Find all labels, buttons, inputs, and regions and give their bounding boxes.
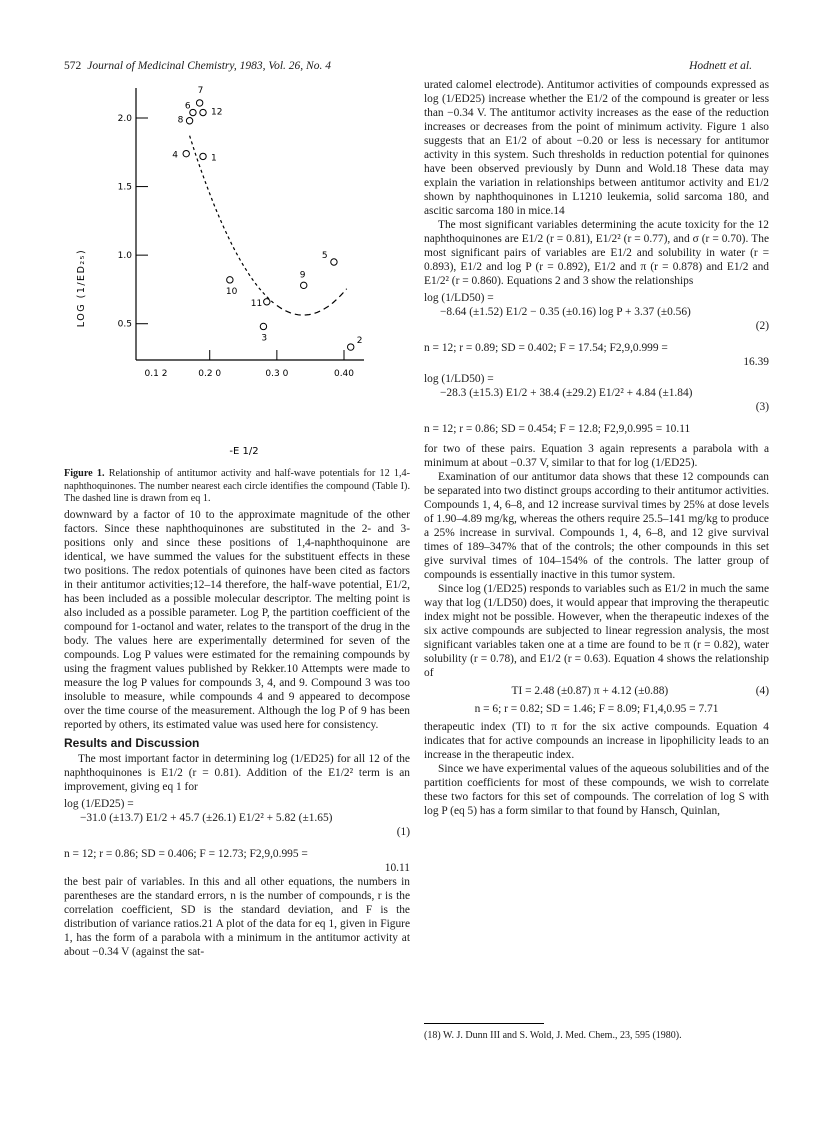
- paragraph: The most important factor in determining log (1/ED25) for all 12 of the naphthoquinones is E1/2 (r = 0.81). Addition of the E1/2² term is an improvement, giving eq 1 for: [64, 753, 410, 793]
- data-point: [331, 259, 337, 265]
- data-point-label: 3: [261, 333, 268, 344]
- equation-rhs: −8.64 (±1.52) E1/2 − 0.35 (±0.16) log P + 3.37 (±0.56): [440, 306, 691, 318]
- caption-label: Figure 1.: [64, 468, 105, 479]
- equation-stats-value: 16.39: [743, 356, 769, 368]
- data-point: [190, 109, 196, 115]
- x-axis-label: -E 1/2: [229, 446, 259, 457]
- data-point: [301, 282, 307, 288]
- equation-4: [424, 684, 769, 698]
- paragraph: Since log (1/ED25) responds to variables such as E1/2 in much the same way that log (1/LD50) does, it would appear that improving the therapeutic index might not be possible. However, when the therapeutic indexes of the six active compounds are subjected to linear regression analysis, the most significant variables taken one at a time are found to be π (r = 0.82), water solubility (r = 0.78), and E1/2 (r = 0.63). Equation 4 shows the relationship of: [424, 583, 769, 679]
- data-point-label: 6: [184, 101, 191, 112]
- equation-rhs: −28.3 (±15.3) E1/2 + 38.4 (±29.2) E1/2² + 4.84 (±1.84): [440, 387, 693, 399]
- running-authors: Hodnett et al.: [689, 60, 752, 72]
- equation-stats: n = 12; r = 0.86; SD = 0.406; F = 12.73; F2,9,0.995 =: [64, 848, 308, 860]
- y-tick-label: 1.5: [117, 182, 132, 193]
- paragraph: Examination of our antitumor data shows that these 12 compounds can be separated into two distinct groups according to their antitumor activities. Compounds 1, 4, 6–8, and 12 increase survival times by 25% at dose levels of 1.90–4.89 mg/kg, whereas the others require 25.5–141 mg/kg to produce a 25% increase in survival. Compounds 1, 4, 6–8, and 12 give survival times of 189–347% that of the controls; the other compounds in this set give survival times of 104–154% of the controls. The latter group of compounds is essentially inactive in this tumor system.: [424, 471, 769, 581]
- data-point: [260, 323, 266, 329]
- y-tick-label: 2.0: [117, 114, 132, 124]
- data-point: [196, 100, 202, 106]
- journal-name: Journal of Medicinal Chemistry, 1983, Vol. 26, No. 4: [87, 60, 331, 72]
- footnote: (18) W. J. Dunn III and S. Wold, J. Med. Chem., 23, 595 (1980).: [424, 1030, 682, 1041]
- right-column: [424, 78, 769, 818]
- y-axis-label: LOG (1/ED₂₅): [76, 248, 87, 328]
- x-tick-label: 0.1 2: [144, 369, 168, 379]
- data-point-label: 4: [172, 150, 178, 161]
- x-tick-label: 0.40: [333, 369, 355, 379]
- data-point: [200, 153, 206, 159]
- x-tick-label: 0.3 0: [265, 369, 289, 379]
- data-point: [183, 150, 189, 156]
- left-column: [64, 508, 410, 959]
- equation-stats-value: 10.11: [384, 862, 410, 874]
- data-point-label: 10: [225, 286, 238, 297]
- equation-number: (1): [396, 826, 410, 838]
- equation-lhs: log (1/LD50) =: [424, 292, 494, 304]
- data-point: [264, 299, 270, 305]
- paragraph: therapeutic index (TI) to π for the six active compounds. Equation 4 indicates that for active compounds an increase in lipophilicity leads to an increase in the therapeutic index.: [424, 721, 769, 761]
- section-heading: Results and Discussion: [64, 736, 200, 750]
- paragraph: urated calomel electrode). Antitumor activities of compounds expressed as log (1/ED25) increase whether the E1/2 of the compound is greater or less than −0.34 V. The antitumor activity increases as the ease of the reduction increases or decreases from the point of minimum activity. Figure 1 also suggests that an E1/2 of about −0.20 or less is necessary for antitumor activity in this system. Such thresholds in reduction potential for quinones have been observed previously by Dunn and Wold.18 These data may explain the variation in relationships between antitumor activity and E1/2 shown by naphthoquinones in L1210 leukemia, solid sarcoma 180, and ascitic sarcoma 180 in mice.14: [424, 79, 769, 217]
- x-tick-label: 0.2 0: [198, 369, 222, 379]
- data-point-label: 9: [299, 270, 306, 281]
- scatter-chart: [64, 78, 410, 468]
- equation-stats: n = 12; r = 0.86; SD = 0.454; F = 12.8; F2,9,0.995 = 10.11: [424, 423, 691, 435]
- equation-number: (4): [755, 685, 769, 697]
- data-point: [186, 118, 192, 124]
- equation-number: (3): [755, 401, 769, 413]
- data-point-label: 7: [197, 85, 204, 96]
- paragraph: for two of these pairs. Equation 3 again represents a parabola with a minimum at about −0.37 V, similar to that for log (1/ED25).: [424, 443, 769, 469]
- chart-axes: [117, 85, 364, 379]
- data-point-label: 2: [356, 336, 363, 347]
- equation-lhs: log (1/ED25) =: [64, 798, 134, 810]
- journal-citation: [64, 60, 331, 72]
- y-tick-label: 1.0: [117, 251, 132, 262]
- page-header: [64, 60, 752, 80]
- data-points: [172, 86, 362, 350]
- equation-lhs: log (1/LD50) =: [424, 373, 494, 385]
- data-point: [227, 277, 233, 283]
- equation-body: TI = 2.48 (±0.87) π + 4.12 (±0.88): [511, 685, 669, 697]
- data-point-label: 1: [211, 153, 217, 164]
- equation-rhs: −31.0 (±13.7) E1/2 + 45.7 (±26.1) E1/2² + 5.82 (±1.65): [80, 812, 333, 824]
- paragraph: Since we have experimental values of the aqueous solubilities and of the partition coefficients for most of these compounds, we wish to correlate these two factors for this set of compounds. The correlation of log S with log P (eq 5) has a form similar to that found by Hansch, Quinlan,: [424, 763, 769, 817]
- equation-number: (2): [755, 320, 769, 332]
- paragraph: the best pair of variables. In this and all other equations, the numbers in parentheses are the standard errors, n is the number of compounds, r is the correlation coefficient, SD is the standard deviation, and F is the distribution of variance ratios.21 A plot of the data for eq 1, given in Figure 1, has the form of a parabola with a minimum in the antitumor activity at about −0.34 V (against the sat-: [64, 876, 410, 958]
- data-point-label: 12: [211, 107, 223, 118]
- data-point: [348, 344, 354, 350]
- figure-1: [64, 78, 410, 468]
- fit-curve-right: [277, 289, 347, 315]
- paragraph: downward by a factor of 10 to the approximate magnitude of the other factors. Since these naphthoquinones are substituted in the 2- and 3-positions only and since these positions of 1,4-naphthoquinone are identical, we have summed the values for the substituent effects in these two positions. The redox potentials of quinones have been cited as factors in their antitumor activities;12–14 therefore, the half-wave potential, E1/2, has been included as a possible molecular descriptor. The melting point is also included as a possible parameter. Log P, the partition coefficient of the compound for 1-octanol and water, relates to the transport of the drug in the body. The values here are experimentally determined for seven of the compounds. Log P values were estimated for the remaining compounds by using the fragment values published by Rekker.10 Attempts were made to measure the log P values for compounds 3, 4, and 9. Compound 3 was too insoluble to measure, while compounds 4 and 9 appeared to decompose over the time course of the measurement. Although the log P of 9 has been reported by others, its estimated value was used here for consistency.: [64, 509, 410, 731]
- figure-caption: [64, 468, 410, 506]
- data-point-label: 11: [250, 298, 263, 309]
- page-number: 572: [64, 60, 82, 72]
- data-point-label: 5: [321, 251, 328, 261]
- equation-stats: n = 12; r = 0.89; SD = 0.402; F = 17.54; F2,9,0.999 =: [424, 342, 668, 354]
- paragraph: The most significant variables determining the acute toxicity for the 12 naphthoquinones are E1/2 (r = 0.81), E1/2² (r = 0.77), and σ (r = 0.70). The most significant pairs of variables are E1/2 and solubility in water (r = 0.893), E1/2 and log P (r = 0.892), E1/2 and π (r = 0.878) and E1/2 and E1/2² (r = 0.860). Equations 2 and 3 show the relationships: [424, 219, 769, 287]
- equation-stats: n = 6; r = 0.82; SD = 1.46; F = 8.09; F1,4,0.95 = 7.71: [474, 703, 719, 715]
- data-point: [200, 109, 206, 115]
- data-point-label: 8: [177, 115, 184, 126]
- footnote-divider: [424, 1023, 544, 1024]
- caption-text: Relationship of antitumor activity and half-wave potentials for 12 1,4-naphthoquinones. The number nearest each circle identifies the compound (Table I). The dashed line is drawn from eq 1.: [64, 468, 411, 504]
- y-tick-label: 0.5: [117, 319, 132, 330]
